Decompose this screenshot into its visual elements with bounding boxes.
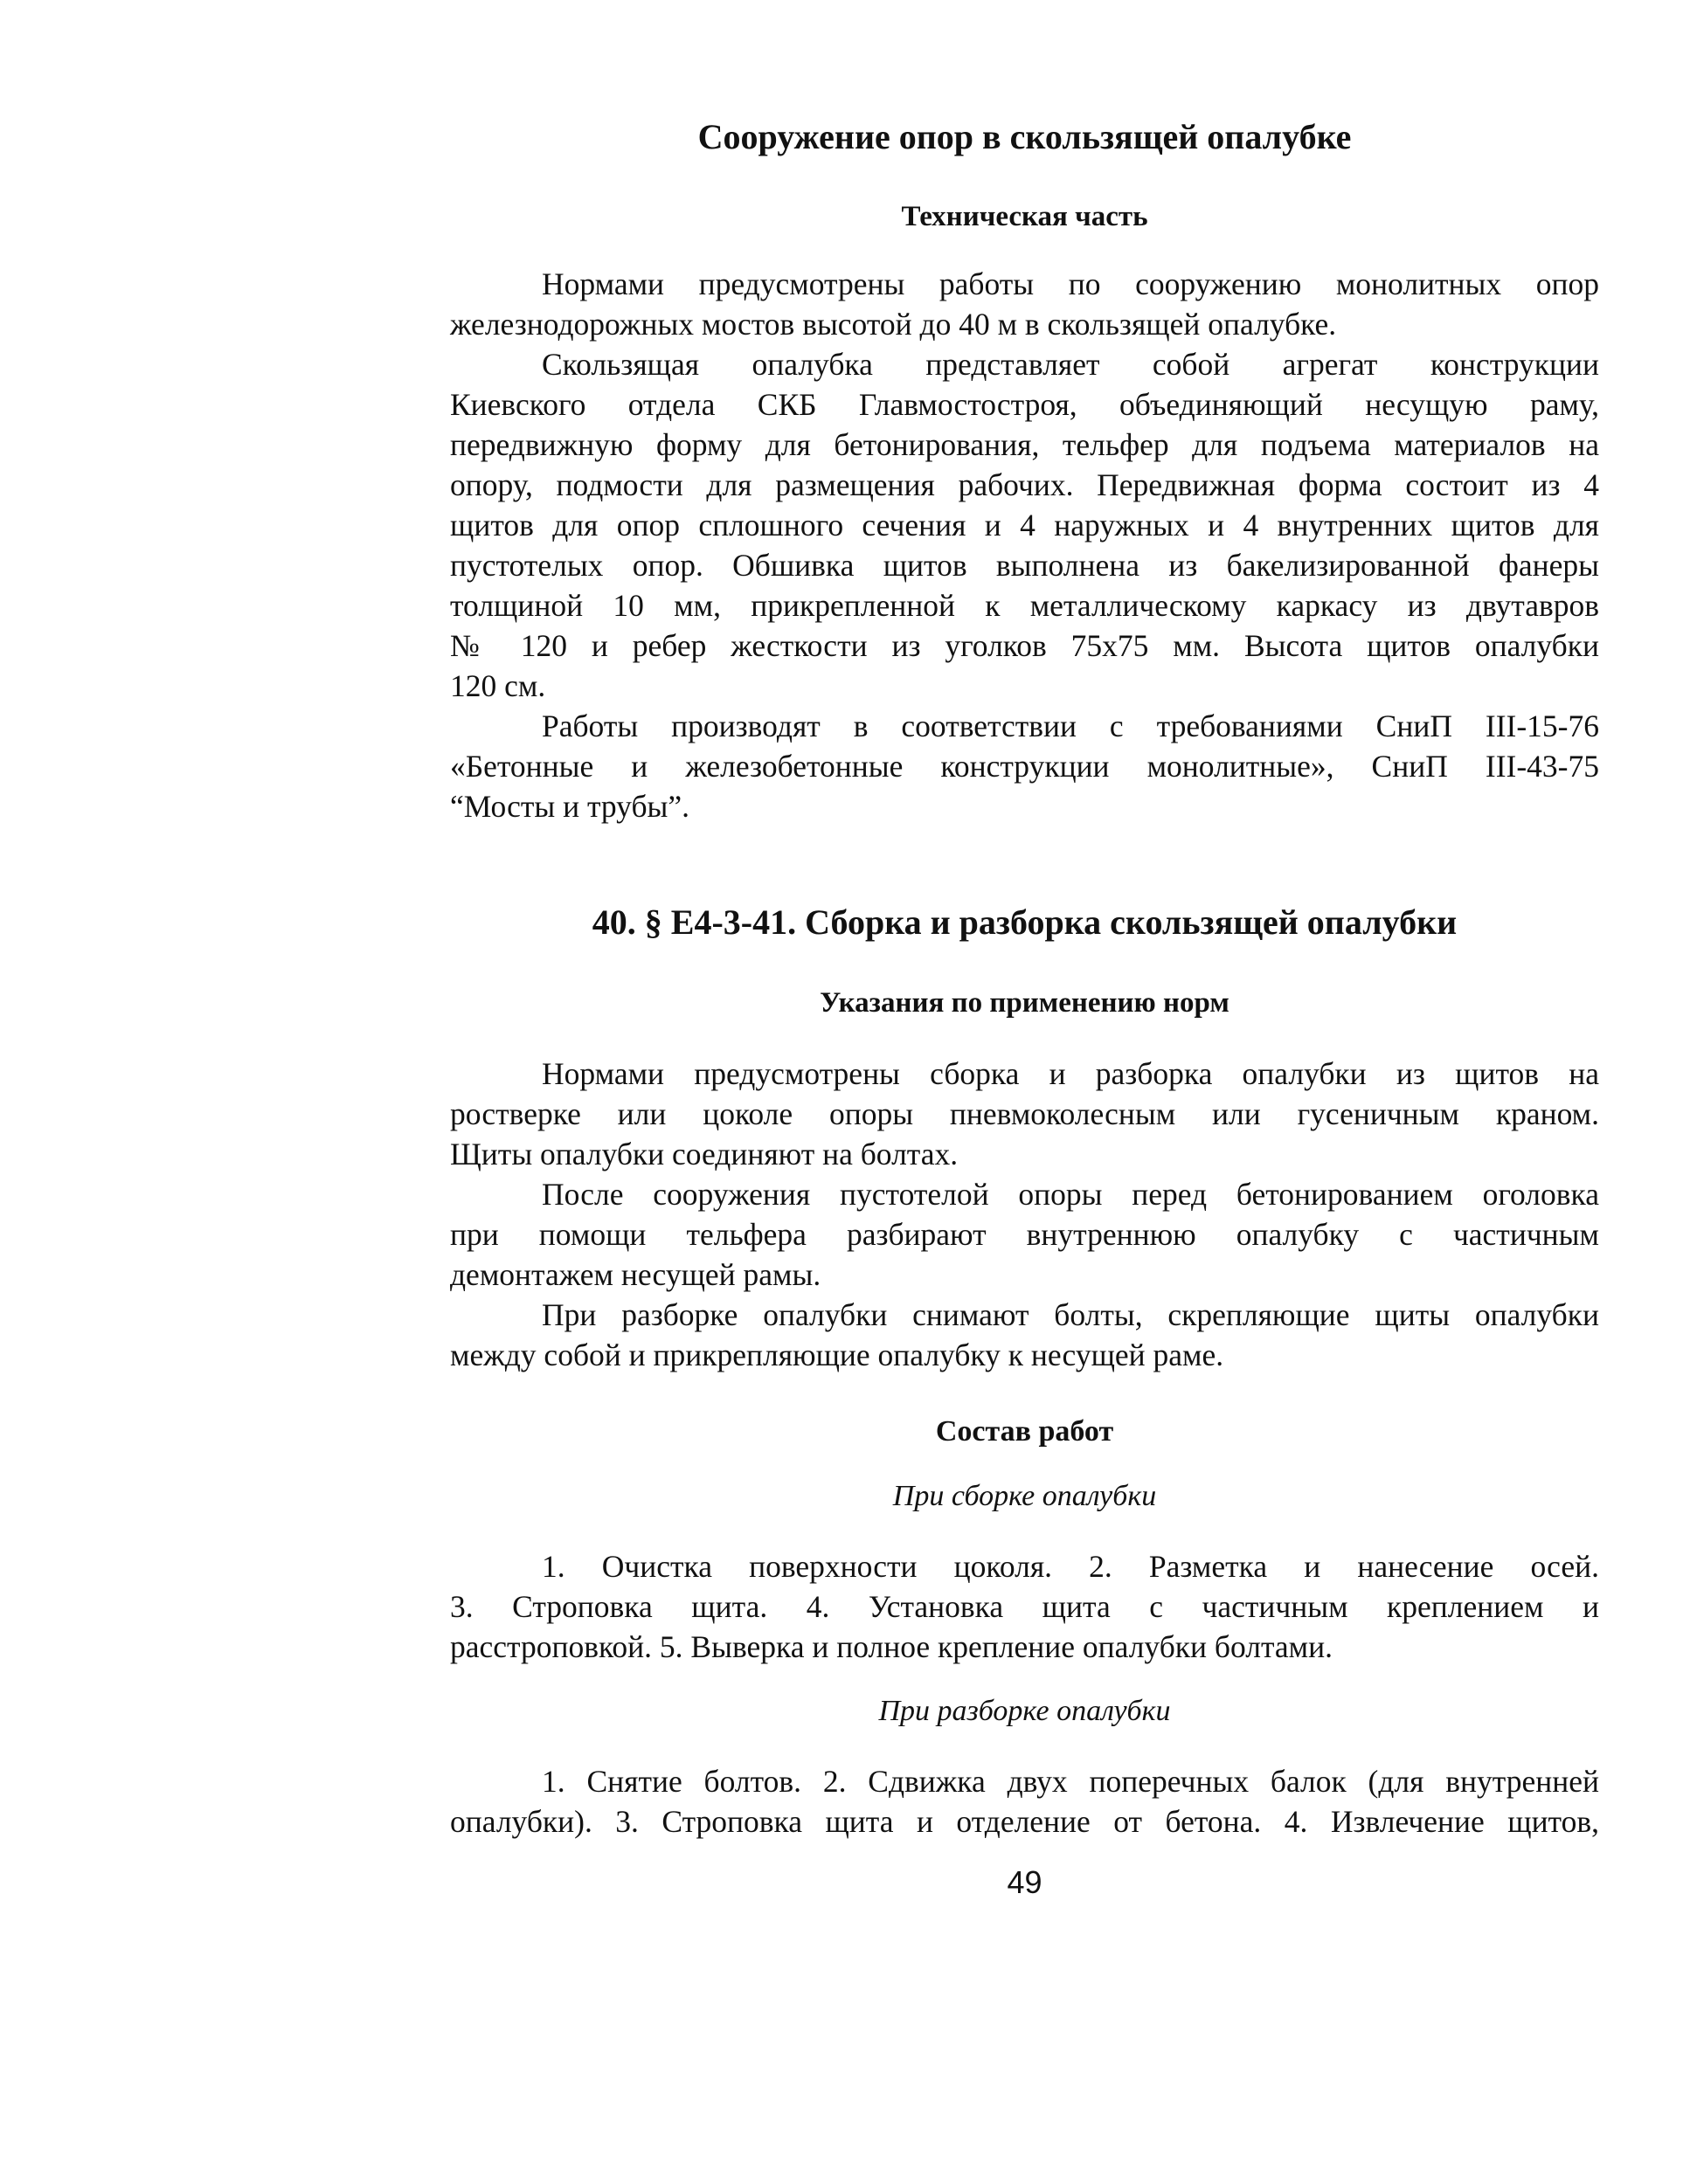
section-title-assembly-disassembly: 40. § Е4-3-41. Сборка и разборка скользящей опалубки — [592, 902, 1458, 942]
text-line: Нормами предусмотрены работы по сооружению монолитных опор — [542, 266, 1599, 301]
text-line: После сооружения пустотелой опоры перед бетонированием оголовка — [542, 1177, 1599, 1212]
text-line: 3. Строповка щита. 4. Установка щита с частичным креплением и — [450, 1589, 1599, 1624]
text-line: железнодорожных мостов высотой до 40 м в скользящей опалубке. — [450, 307, 1337, 342]
section-title-sliding-formwork: Сооружение опор в скользящей опалубке — [697, 117, 1352, 156]
text-line: Нормами предусмотрены сборка и разборка опалубки из щитов на — [542, 1056, 1599, 1091]
text-line: № 120 и ребер жесткости из уголков 75х75 мм. Высота щитов опалубки — [450, 628, 1599, 663]
paragraph-hollow-support — [450, 1174, 1599, 1295]
paragraph-formwork-description — [450, 344, 1599, 706]
text-line: 1. Снятие болтов. 2. Сдвижка двух поперечных балок (для внутренней — [542, 1764, 1599, 1799]
section-subtitle-technical-part: Техническая часть — [901, 201, 1148, 232]
text-line: передвижную форму для бетонирования, тельфер для подъема материалов на — [450, 427, 1599, 462]
disassembly-steps — [450, 1761, 1599, 1842]
paragraph-norms-intro — [450, 264, 1599, 344]
text-line: между собой и прикрепляющие опалубку к несущей раме. — [450, 1337, 1224, 1372]
text-line: опалубки). 3. Строповка щита и отделение от бетона. 4. Извлечение щитов, — [450, 1804, 1599, 1839]
page-number: 49 — [1007, 1864, 1042, 1900]
text-line: демонтажем несущей рамы. — [450, 1257, 821, 1292]
text-line: ростверке или цоколе опоры пневмоколесным или гусеничным краном. — [450, 1096, 1599, 1131]
disassembly-heading: При разборке опалубки — [878, 1695, 1171, 1727]
text-line: толщиной 10 мм, прикрепленной к металлическому каркасу из двутавров — [450, 588, 1599, 623]
section-subtitle-application-notes: Указания по применению норм — [820, 987, 1229, 1019]
text-line: «Бетонные и железобетонные конструкции монолитные», СниП III-43-75 — [450, 749, 1599, 784]
paragraph-standards — [450, 706, 1599, 826]
work-composition-title: Состав работ — [935, 1415, 1114, 1448]
assembly-steps — [450, 1546, 1599, 1667]
text-line: Работы производят в соответствии с требованиями СниП III-15-76 — [542, 708, 1599, 743]
text-line: 120 см. — [450, 668, 546, 703]
paragraph-disassembly-bolts — [450, 1295, 1599, 1375]
text-line: Скользящая опалубка представляет собой агрегат конструкции — [542, 347, 1599, 382]
text-line: Киевского отдела СКБ Главмостостроя, объединяющий несущую раму, — [450, 387, 1599, 422]
text-line: пустотелых опор. Обшивка щитов выполнена из бакелизированной фанеры — [450, 548, 1599, 583]
paragraph-assembly-norms — [450, 1054, 1599, 1174]
text-line: расстроповкой. 5. Выверка и полное крепление опалубки болтами. — [450, 1629, 1333, 1664]
text-line: опору, подмости для размещения рабочих. Передвижная форма состоит из 4 — [450, 467, 1599, 502]
text-line: “Мосты и трубы”. — [450, 789, 689, 824]
text-line: При разборке опалубки снимают болты, скрепляющие щиты опалубки — [542, 1297, 1599, 1332]
text-line: 1. Очистка поверхности цоколя. 2. Разметка и нанесение осей. — [542, 1549, 1599, 1584]
text-line: при помощи тельфера разбирают внутреннюю опалубку с частичным — [450, 1217, 1599, 1252]
assembly-heading: При сборке опалубки — [892, 1480, 1157, 1512]
text-line: Щиты опалубки соединяют на болтах. — [450, 1137, 959, 1171]
text-line: щитов для опор сплошного сечения и 4 наружных и 4 внутренних щитов для — [450, 508, 1599, 543]
